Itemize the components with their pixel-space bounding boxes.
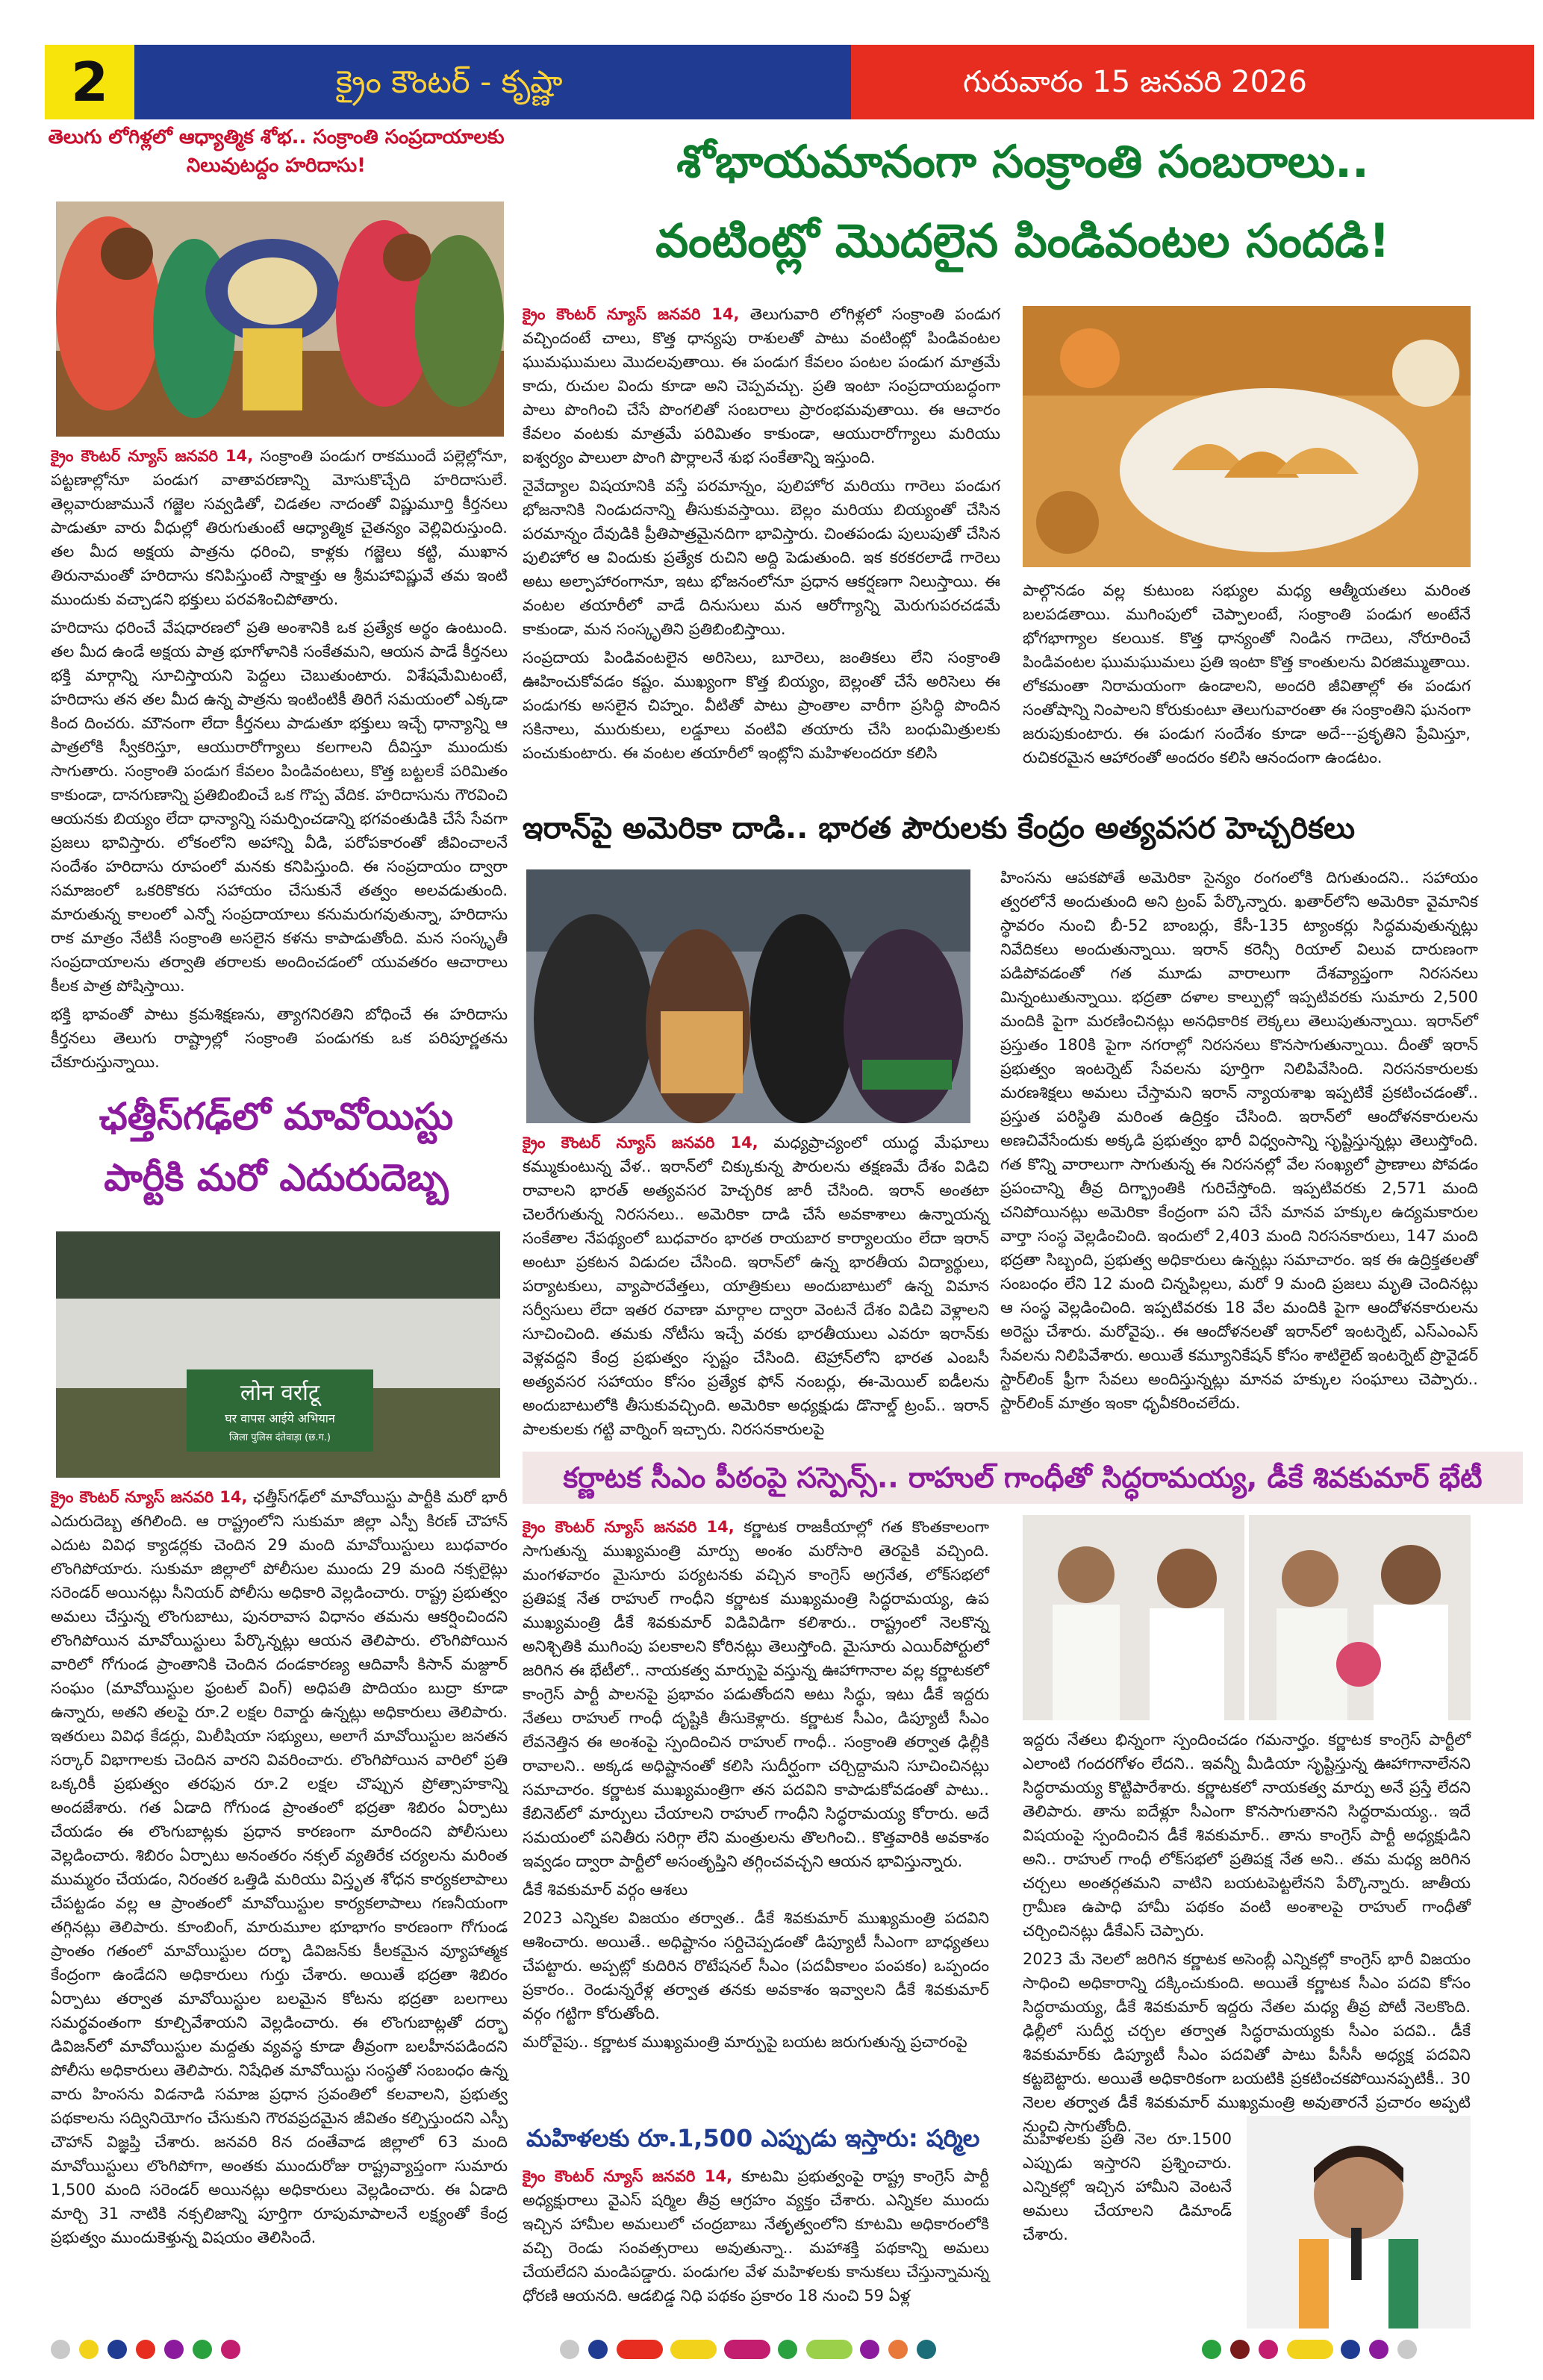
haridasu-para-2: హరిదాసు ధరించే వేషధారణలో ప్రతి అంశానికి ఒక ప్రత్యేక అర్థం ఉంటుంది. తల మీద ఉండే అక్షయ పాత్ర భూగోళానికి సంకేతమని, ఆయన పాడే కీర్తనలు భక్తి మార్గాన్ని సూచిస్తాయని పెద్దలు చెబుతుంటారు. విశేషమేమిటంటే, హరిదాసు తన తల మీద ఉన్న పాత్రను ఇంటింటికీ తిరిగే సమయంలో ఎక్కడా కింద దించరు. మౌనంగా లేదా కీర్తనలు పాడుతూ భక్తులు ఇచ్చే ధాన్యాన్ని ఆ పాత్రలోకి స్వీకరిస్తూ, ఆయురారోగ్యాలు కలగాలని దీవిస్తూ ముందుకు సాగుతారు. సంక్రాంతి పండుగ కేవలం పిండివంటలు, కొత్త బట్టలకే పరిమితం కాకుండా, దానగుణాన్ని ప్రతిబింబించే ఒక గొప్ప వేదిక. హరిదాసును గౌరవించి ఆయనకు బియ్యం లేదా ధాన్యాన్ని సమర్పించడాన్ని భగవంతుడికి చేసే సేవగా ప్రజలు భావిస్తారు. లోకంలోని అహాన్ని వీడి, పరోపకారంతో జీవించాలనే సందేశం హరిదాసు రూపంలో మనకు కనిపిస్తుంది. ఈ సంప్రదాయం ద్వారా సమాజంలో ఒకరికొకరు సహాయం చేసుకునే తత్వం అలవడుతుంది. మారుతున్న కాలంలో ఎన్నో సంప్రదాయాలు కనుమరుగవుతున్నా, హరిదాసు రాక మాత్రం నేటికీ సంక్రాంతి అసలైన కళను కాపాడుతోంది. మన సంస్కృతీ సంప్రదాయాలను తర్వాతి తరాలకు అందించడంలో యువతరం ఆచారాలు కీలక పాత్ర పోషిస్తాయి. <box>51 619 508 995</box>
banner-subtitle: घर वापस आईये अभियान <box>225 1411 335 1425</box>
sankranti-para-3: సంప్రదాయ పిండివంటలైన అరిసెలు, బూరెలు, జంతికలు లేని సంక్రాంతి ఊహించుకోవడం కష్టం. ముఖ్యంగా కొత్త బియ్యం, బెల్లంతో చేసే అరిసెలు ఈ పండుగకు అసలైన చిహ్నం. వీటితో పాటు ప్రాంతాల వారీగా ప్రసిద్ధి పొందిన సకినాలు, మురుకులు, లడ్డూలు వంటివి తయారు చేసి బంధుమిత్రులకు పంచుకుంటారు. ఈ వంటల తయారీలో ఇంట్లోని మహిళలందరూ కలిసి <box>523 649 1000 762</box>
footer-pill <box>806 2340 852 2359</box>
footer-dot <box>136 2340 155 2359</box>
footer-dot <box>1369 2340 1388 2359</box>
footer-dots-left <box>51 2340 349 2362</box>
karnataka-para-1: కర్ణాటక రాజకీయాల్లో గత కొంతకాలంగా సాగుతున్న ముఖ్యమంత్రి మార్పు అంశం మరోసారి తెరపైకి వచ్చింది. మంగళవారం మైసూరు పర్యటనకు వచ్చిన కాంగ్రెస్ అగ్రనేత, లోక్‌సభలో ప్రతిపక్ష నేత రాహుల్ గాంధీని కర్ణాటక ముఖ్యమంత్రి సిద్ధరామయ్య, ఉప ముఖ్యమంత్రి డీకే శివకుమార్ విడివిడిగా కలిశారు.. రాష్ట్రంలో నెలకొన్న అనిశ్చితికి ముగింపు పలకాలని కోరినట్లు తెలుస్తోంది. మైసూరు ఎయిర్‌పోర్టులో జరిగిన ఈ భేటీలో.. నాయకత్వ మార్పుపై వస్తున్న ఊహాగానాల వల్ల కర్ణాటకలో కాంగ్రెస్ పార్టీ పాలనపై ప్రభావం పడుతోందని అటు సిద్ధు, ఇటు డీకే ఇద్దరు నేతలు రాహుల్ గాంధీ దృష్టికి తీసుకెళ్లారు. కర్ణాటక సీఎం, డిప్యూటీ సీఎం లేవనెత్తిన ఈ అంశంపై స్పందించిన రాహుల్ గాంధీ.. సంక్రాంతి తర్వాత ఢిల్లీకి రావాలని.. అక్కడ అధిష్టానంతో కలిసి సుదీర్ఘంగా చర్చిద్దామని సూచించినట్లు సమాచారం. కర్ణాటక ముఖ్యమంత్రిగా తన పదవిని కాపాడుకోవడంతో పాటు.. కేబినెట్‌లో మార్పులు చేయాలని రాహుల్ గాంధీని సిద్ధరామయ్య కోరారు. అదే సమయంలో పనితీరు సరిగ్గా లేని మంత్రులను తొలగించి.. కొత్తవారికి అవకాశం ఇవ్వడం ద్వారా పార్టీలో అసంతృప్తిని తగ్గించవచ్చని ఆయన భావిస్తున్నారు. <box>523 1518 989 1870</box>
haridasu-article <box>51 444 508 1146</box>
footer-dot <box>1202 2340 1221 2359</box>
karnataka-para-3: 2023 ఎన్నికల విజయం తర్వాత.. డీకే శివకుమార్ ముఖ్యమంత్రి పదవిని ఆశించారు. అయితే.. అధిష్టానం సర్దిచెప్పడంతో డిప్యూటీ సీఎంగా బాధ్యతలు చేపట్టారు. అప్పట్లో కుదిరిన రొటేషనల్ సీఎం (పదవీకాలం పంపకం) ఒప్పందం ప్రకారం.. రెండున్నరేళ్ల తర్వాత తనకు అవకాశం ఇవ్వాలని డీకే శివకుమార్ వర్గం గట్టిగా కోరుతోంది. <box>523 1909 989 2023</box>
iran-protest-photo <box>526 869 970 1123</box>
sharmila-headline: మహిళలకు రూ.1,500 ఎప్పుడు ఇస్తారు: షర్మిల <box>526 2124 980 2152</box>
sankranti-para-2: నైవేద్యాల విషయానికి వస్తే పరమాన్నం, పులిహోర మరియు గారెలు పండుగ భోజనానికి నిండుదనాన్ని తీసుకువస్తాయి. బెల్లం మరియు బియ్యంతో చేసిన పరమాన్నం దేవుడికి ప్రీతిపాత్రమైనదిగా భావిస్తారు. చింతపండు పులుపుతో చేసిన పులిహోర ఆ విందుకు ప్రత్యేక రుచిని అద్ది పెడుతుంది. ఇక కరకరలాడే గారెలు అటు అల్పాహారంగానూ, ఇటు భోజనంలోనూ ప్రధాన ఆకర్షణగా నిలుస్తాయి. ఈ వంటల తయారీలో వాడే దినుసులు మన ఆరోగ్యాన్ని మెరుగుపరచడమే కాకుండా, మన సంస్కృతిని ప్రతిబింబిస్తాయి. <box>523 477 1000 638</box>
footer-dot <box>1230 2340 1250 2359</box>
sharmila-para-1: కూటమి ప్రభుత్వంపై రాష్ట్ర కాంగ్రెస్ పార్టీ అధ్యక్షురాలు వైఎస్ షర్మిల తీవ్ర ఆగ్రహం వ్యక్తం చేశారు. ఎన్నికల ముందు ఇచ్చిన హామీల అమలులో చంద్రబాబు నేతృత్వంలోని కూటమి అధికారంలోకి వచ్చి రెండు సంవత్సరాలు అవుతున్నా.. మహాశక్తి పథకాన్ని అమలు చేయలేదని మండిపడ్డారు. పండుగల వేళ మహిళలకు కానుకలు చేస్తున్నామన్న ధోరణి ఆయనది. ఆడబిడ్డ నిధి పథకం ప్రకారం 18 నుంచి 59 ఏళ్ల <box>523 2167 989 2305</box>
iran-article-cont <box>1000 866 1478 1444</box>
maoist-article <box>51 1485 508 2329</box>
footer-dot <box>79 2340 99 2359</box>
iran-para-2: హింసను ఆపకపోతే అమెరికా సైన్యం రంగంలోకి దిగుతుందని.. సహాయం త్వరలోనే అందుతుంది అని ట్రంప్ పేర్కొన్నారు. ఖతార్‌లోని అమెరికా వైమానిక స్థావరం నుంచి బీ-52 బాంబర్లు, కేసీ-135 ట్యాంకర్లు సిద్ధమవుతున్నట్లు నివేదికలు అందుతున్నాయి. ఇరాన్ కరెన్సీ రియాల్ విలువ దారుణంగా పడిపోవడంతో గత మూడు వారాలుగా దేశవ్యాప్తంగా నిరసనలు మిన్నంటుతున్నాయి. భద్రతా దళాల కాల్పుల్లో ఇప్పటివరకు సుమారు 2,500 మందికి పైగా మరణించినట్లు అనధికారిక లెక్కలు తెలుపుతున్నాయి. ఇరాన్‌లో ప్రస్తుతం 180కి పైగా నగరాల్లో నిరసనలు కొనసాగుతున్నాయి. దీంతో ఇరాన్ ప్రభుత్వం ఇంటర్నెట్ సేవలను పూర్తిగా నిలిపివేసింది. నిరసనకారులకు మరణశిక్షలు అమలు చేస్తామని ఇరాన్ న్యాయశాఖ ఇప్పటికే ప్రకటించడంతో.. ప్రస్తుత పరిస్థితి మరింత ఉద్రిక్తం చేసింది. ఇరాన్‌లో ఆందోళనకారులను అణచివేసేందుకు అక్కడి ప్రభుత్వం భారీ విధ్వంసాన్ని సృష్టిస్తున్నట్లు తెలుస్తోంది. గత కొన్ని వారాలుగా సాగుతున్న ఈ నిరసనల్లో వేల సంఖ్యలో ప్రాణాలు పోవడం ప్రపంచాన్ని తీవ్ర దిగ్భ్రాంతికి గురిచేస్తోంది. ఇప్పటివరకు 2,571 మంది చనిపోయినట్లు అమెరికా కేంద్రంగా పని చేసే మానవ హక్కుల ఉద్యమకారుల వార్తా సంస్థ వెల్లడించింది. ఇందులో 2,403 మంది నిరసనకారులు, 147 మంది భద్రతా సిబ్బంది, ప్రభుత్వ అధికారులు ఉన్నట్లు సమాచారం. ఇక ఈ ఉద్రిక్తతలతో సంబంధం లేని 12 మంది చిన్నపిల్లలు, మరో 9 మంది ప్రజలు మృతి చెందినట్లు ఆ సంస్థ వెల్లడించింది. ఇప్పటివరకు 18 వేల మందికి పైగా ఆందోళనకారులను అరెస్టు చేశారు. మరోవైపు.. ఈ ఆందోళనలతో ఇరాన్‌లో ఇంటర్నెట్, ఎస్ఎంఎస్ సేవలను నిలిపివేశారు. అయితే కమ్యూనికేషన్ కోసం శాటిలైట్ ఇంటర్నెట్ ప్రొవైడర్ స్టార్‌లింక్ ఫ్రీగా సేవలు అందిస్తున్నట్లు మానవ హక్కుల సంఘాలు చెప్పారు.. స్టార్‌లింక్ మాత్రం ఇంకా ధృవీకరించలేదు. <box>1000 869 1478 1412</box>
maoist-headline-line-1: ఛత్తీస్‌గఢ్‌లో మావోయిస్టు <box>99 1095 454 1138</box>
haridasu-para-3: భక్తి భావంతో పాటు క్రమశిక్షణను, త్యాగనిరతిని బోధించే ఈ హరిదాసు కీర్తనలు తెలుగు రాష్ట్రాల్లో సంక్రాంతి పండుగకు ఒక పరిపూర్ణతను చేకూరుస్తున్నాయి. <box>51 1005 508 1071</box>
sankranti-para-1: తెలుగువారి లోగిళ్లలో సంక్రాంతి పండుగ వచ్చిందంటే చాలు, కొత్త ధాన్యపు రాశులతో పాటు వంటింట్లో పిండివంటల ఘుమఘుమలు మొదలవుతాయి. ఈ పండుగ కేవలం పంటల పండుగ మాత్రమే కాదు, రుచుల విందు కూడా అని చెప్పవచ్చు. ప్రతి ఇంటా సంప్రదాయబద్ధంగా పాలు పొంగించి చేసే పొంగలితో సంబరాలు ప్రారంభమవుతాయి. ఈ ఆచారం కేవలం వంటకు మాత్రమే పరిమితం కాకుండా, ఆయురారోగ్యాలు మరియు ఐశ్వర్యం పాలులా పొంగి పొర్లాలనే శుభ సంకేతాన్ని ఇస్తుంది. <box>523 305 1000 466</box>
haridasu-photo <box>56 202 504 437</box>
footer-dot <box>917 2340 936 2359</box>
footer-dot <box>107 2340 127 2359</box>
iran-para-1: మధ్యప్రాచ్యంలో యుద్ధ మేఘాలు కమ్ముకుంటున్న వేళ.. ఇరాన్‌లో చిక్కుకున్న పౌరులను తక్షణమే దేశం విడిచి రావాలని భారత్ అత్యవసర హెచ్చరిక జారీ చేసింది. ఇరాన్ అంతటా చెలరేగుతున్న నిరసనలు.. అమెరికా దాడి చేసే అవకాశాలు ఉన్నాయన్న సంకేతాల నేపథ్యంలో బుధవారం భారత రాయబార కార్యాలయం లేదా ఇరాన్ అంటూ ప్రకటన విడుదల చేసింది. ఇరాన్‌లో ఉన్న భారతీయ విద్యార్థులు, పర్యాటకులు, వ్యాపారవేత్తలు, యాత్రికులు అందుబాటులో ఉన్న విమాన సర్వీసులు లేదా ఇతర రవాణా మార్గాల ద్వారా వెంటనే దేశం విడిచి వెళ్లాలని సూచించింది. తమకు నోటీసు ఇచ్చే వరకు భారతీయులు ఎవరూ ఇరాన్‌కు వెళ్లవద్దని కేంద్ర ప్రభుత్వం స్పష్టం చేసింది. టెహ్రాన్‌లోని భారత ఎంబసీ అత్యవసర సహాయం కోసం ప్రత్యేక ఫోన్ నంబర్లు, ఈ-మెయిల్ ఐడీలను అందుబాటులోకి తీసుకువచ్చింది. అమెరికా అధ్యక్షుడు డొనాల్డ్ ట్రంప్.. ఇరాన్ పాలకులకు గట్టి వార్నింగ్ ఇచ్చారు. నిరసనకారులపై <box>523 1134 989 1438</box>
maoist-headline <box>45 1086 508 1213</box>
footer-dots-center <box>560 2340 1082 2362</box>
karnataka-dateline: క్రైం కౌంటర్ న్యూస్ జనవరి 14, <box>523 1518 735 1536</box>
footer-dot <box>193 2340 212 2359</box>
page-number: 2 <box>45 45 134 119</box>
sankranti-dateline: క్రైం కౌంటర్ న్యూస్ జనవరి 14, <box>523 305 740 323</box>
footer-dot <box>164 2340 184 2359</box>
footer-dot <box>860 2340 879 2359</box>
haridasu-para-1: సంక్రాంతి పండుగ రాకముందే పల్లెల్లోనూ, పట్టణాల్లోనూ పండుగ వాతావరణాన్ని మోసుకొచ్చేది హరిదాసులే. తెల్లవారుజామునే గజ్జెల సవ్వడితో, చిడతల నాదంతో విష్ణుమూర్తి కీర్తనలు పాడుతూ వారు వీధుల్లో తిరుగుతుంటే ఆధ్యాత్మిక చైతన్యం వెల్లివిరుస్తుంది. తల మీద అక్షయ పాత్రను ధరించి, కాళ్లకు గజ్జెలు కట్టి, ముఖాన తిరునామంతో హరిదాసు కనిపిస్తుంటే సాక్షాత్తు ఆ శ్రీమహావిష్ణువే తమ ఇంటి ముందుకు వచ్చాడని భక్తులు పరవశించిపోతారు. <box>51 447 508 608</box>
footer-dot <box>888 2340 908 2359</box>
footer-pill <box>670 2340 717 2359</box>
masthead <box>45 45 1534 119</box>
footer-dot <box>51 2340 70 2359</box>
maoist-dateline: క్రైం కౌంటర్ న్యూస్ జనవరి 14, <box>51 1488 248 1506</box>
karnataka-headline: కర్ణాటక సీఎం పీఠంపై సస్పెన్స్.. రాహుల్ గాంధీతో సిద్ధరామయ్య, డీకే శివకుమార్ భేటీ <box>523 1452 1523 1504</box>
sharmila-photo <box>1247 2116 1471 2329</box>
sankranti-headline-line-1: శోభాయమానంగా సంక్రాంతి సంబరాలు.. <box>676 136 1369 188</box>
issue-date: గురువారం 15 జనవరి 2026 <box>851 45 1534 119</box>
banner-title: लोन वर्राटू <box>240 1380 320 1406</box>
karnataka-para-4: మరోవైపు.. కర్ణాటక ముఖ్యమంత్రి మార్పుపై బయట జరుగుతున్న ప్రచారంపై <box>523 2033 967 2051</box>
karnataka-para-2: డీకే శివకుమార్ వర్గం ఆశలు <box>523 1881 688 1899</box>
footer-dot <box>588 2340 608 2359</box>
maoist-para-1: ఛత్తీస్‌గఢ్‌లో మావోయిస్టు పార్టీకి మరో భారీ ఎదురుదెబ్బ తగిలింది. ఆ రాష్ట్రంలోని సుకుమా జిల్లా ఎస్పీ కిరణ్ చౌహాన్ ఎదుట వివిధ క్యాడర్లకు చెందిన 29 మంది మావోయిస్టులు బుధవారం లొంగిపోయారు. సుకుమా జిల్లాలో పోలీసుల ముందు 29 మంది నక్సలైట్లు సరెండర్ అయినట్లు సీనియర్ పోలీసు అధికారి వెల్లడించారు. రాష్ట్ర ప్రభుత్వం అమలు చేస్తున్న లొంగుబాటు, పునరావాస విధానం తమను ఆకర్షించిందని లొంగిపోయిన మావోయిస్టులు పేర్కొన్నట్లు ఆయన తెలిపారు. లొంగిపోయిన వారిలో గోగుండ ప్రాంతానికి చెందిన దండకారణ్య ఆదివాసీ కిసాన్ మజ్దూర్ సంఘం (మావోయిస్టుల ఫ్రంటల్ వింగ్) అధిపతి పొదియం బుద్రా కూడా ఉన్నారు, అతని తలపై రూ.2 లక్షల రివార్డు ఉన్నట్లు అధికారులు తెలిపారు. ఇతరులు వివిధ కేడర్లు, మిలీషియా సభ్యులు, అలాగే మావోయిస్టుల జనతన సర్కార్ విభాగాలకు చెందిన వారని వివరించారు. లొంగిపోయిన వారిలో ప్రతి ఒక్కరికీ ప్రభుత్వం తరఫున రూ.2 లక్షల చొప్పున ప్రోత్సాహకాన్ని అందజేశారు. గత ఏడాది గోగుండ ప్రాంతంలో భద్రతా శిబిరం ఏర్పాటు చేయడం ఈ లొంగుబాట్లకు ప్రధాన కారణంగా మారిందని పోలీసులు వెల్లడించారు. శిబిరం ఏర్పాటు అనంతరం నక్సల్ వ్యతిరేక చర్యలను మరింత ముమ్మరం చేయడం, నిరంతర ఒత్తిడి మరియు విస్తృత శోధన కార్యకలాపాలు చేపట్టడం వల్ల ఆ ప్రాంతంలో మావోయిస్టుల కార్యకలాపాలు గణనీయంగా తగ్గినట్లు తెలిపారు. కూంబింగ్, మారుమూల భూభాగం కారణంగా గోగుండ ప్రాంతం గతంలో మావోయిస్టుల దర్భా డివిజన్‌కు కీలకమైన వ్యూహాత్మక కేంద్రంగా ఉండేదని అధికారులు గుర్తు చేశారు. అయితే భద్రతా శిబిరం ఏర్పాటు తర్వాత మావోయిస్టుల బలమైన కోటను భద్రతా బలగాలు సమర్థవంతంగా కూల్చివేశాయని వెల్లడించారు. ఈ లొంగుబాట్లతో దర్భా డివిజన్‌లో మావోయిస్టుల మద్దతు వ్యవస్థ కూడా తీవ్రంగా బలహీనపడిందని పోలీసు అధికారులు తెలిపారు. నిషేధిత మావోయిస్టు సంస్థతో సంబంధం ఉన్న వారు హింసను విడనాడి సమాజ ప్రధాన స్రవంతిలో కలవాలని, ప్రభుత్వ పథకాలను సద్వినియోగం చేసుకుని గౌరవప్రదమైన జీవితం కల్పిస్తుందని ఎస్పీ చౌహాన్ విజ్ఞప్తి చేశారు. జనవరి 8న దంతేవాడ జిల్లాలో 63 మంది మావోయిస్టులు లొంగిపోగా, అంతకు ముందురోజు రాష్ట్రవ్యాప్తంగా సుమారు 1,500 మంది సరెండర్ అయినట్లు అధికారులు వెల్లడించారు. ఈ ఏడాది మార్చి 31 నాటికి నక్సలిజాన్ని పూర్తిగా రూపుమాపాలనే లక్ష్యంతో కేంద్ర ప్రభుత్వం ముందుకెళ్తున్న విషయం తెలిసిందే. <box>51 1488 508 2246</box>
footer-pill <box>1287 2340 1333 2359</box>
haridasu-dateline: క్రైం కౌంటర్ న్యూస్ జనవరి 14, <box>51 447 254 465</box>
footer-dot <box>1341 2340 1360 2359</box>
sankranti-article <box>523 302 1000 791</box>
footer-dot <box>221 2340 240 2359</box>
section-title: క్రైం కౌంటర్ - కృష్ణా <box>134 45 851 119</box>
sweets-photo <box>1023 306 1471 567</box>
sharmila-article-cont <box>1023 2127 1232 2329</box>
footer-dot <box>1259 2340 1278 2359</box>
sharmila-para-2: మహిళలకు ప్రతి నెల రూ.1500 ఎప్పుడు ఇస్తారని ప్రశ్నించారు. ఎన్నికల్లో ఇచ్చిన హామీని వెంటనే అమలు చేయాలని డిమాండ్ చేశారు. <box>1023 2130 1232 2243</box>
karnataka-para-5: ఇద్దరు నేతలు భిన్నంగా స్పందించడం గమనార్హం. కర్ణాటక కాంగ్రెస్ పార్టీలో ఎలాంటి గందరగోళం లేదని.. ఇవన్నీ మీడియా సృష్టిస్తున్న ఊహాగానాలేనని సిద్ధరామయ్య కొట్టిపారేశారు. కర్ణాటకలో నాయకత్వ మార్పు అనే ప్రస్తే లేదని తెలిపారు. తాను ఐదేళ్లూ సీఎంగా కొనసాగుతానని సిద్ధరామయ్య.. ఇదే విషయంపై స్పందించిన డీకే శివకుమార్.. తాను కాంగ్రెస్ పార్టీ అధ్యక్షుడిని అని.. రాహుల్ గాంధీ లోక్‌సభలో ప్రతిపక్ష నేత అని.. తమ మధ్య జరిగిన చర్చలు అంతర్గతమని వాటిని బయటపెట్టలేనని పేర్కొన్నారు. జాతీయ గ్రామీణ ఉపాధి హామీ పథకం వంటి అంశాలపై రాహుల్ గాంధీతో చర్చించినట్లు డీకేఎస్ చెప్పారు. <box>1023 1731 1471 1940</box>
karnataka-leaders-photo <box>1023 1515 1471 1720</box>
sankranti-headline-line-2: వంటింట్లో మొదలైన పిండివంటల సందడి! <box>655 213 1390 268</box>
footer-dot <box>1397 2340 1417 2359</box>
footer-pill <box>724 2340 770 2359</box>
sankranti-article-cont <box>1023 578 1471 795</box>
iran-headline: ఇరాన్‌పై అమెరికా దాడి.. భారత పౌరులకు కేంద్రం అత్యవసర హెచ్చరికలు <box>523 811 1356 846</box>
iran-dateline: క్రైం కౌంటర్ న్యూస్ జనవరి 14, <box>523 1134 758 1152</box>
karnataka-article-cont <box>1023 1728 1471 2135</box>
footer-dot <box>560 2340 579 2359</box>
footer-dots-right <box>1202 2340 1515 2362</box>
iran-article <box>523 1131 989 1444</box>
sharmila-article <box>523 2164 989 2329</box>
karnataka-article <box>523 1515 989 2120</box>
maoist-headline-line-2: పార్టీకి మరో ఎదురుదెబ్బ <box>104 1156 449 1199</box>
sharmila-dateline: క్రైం కౌంటర్ న్యూస్ జనవరి 14, <box>523 2167 733 2185</box>
banner-district: जिला पुलिस दंतेवाड़ा (छ.ग.) <box>228 1432 331 1443</box>
haridasu-kicker: తెలుగు లోగిళ్లలో ఆధ్యాత్మిక శోభ.. సంక్రాంతి సంప్రదాయాలకు నిలువుటద్దం హరిదాసు! <box>48 126 505 177</box>
sankranti-para-4: పాల్గొనడం వల్ల కుటుంబ సభ్యుల మధ్య ఆత్మీయతలు మరింత బలపడతాయి. ముగింపులో చెప్పాలంటే, సంక్రాంతి పండుగ అంటేనే భోగభాగ్యాల కలయిక. కొత్త ధాన్యంతో నిండిన గాదెలు, నోరూరించే పిండివంటల ఘుమఘుమలు ప్రతి ఇంటా కొత్త కాంతులను విరజిమ్ముతాయి. లోకమంతా నిరామయంగా ఉండాలని, అందరి జీవితాల్లో ఈ పండుగ సంతోషాన్ని నింపాలని కోరుకుంటూ తెలుగువారంతా ఈ సంక్రాంతిని ఘనంగా జరుపుకుంటారు. ఈ పండుగ సందేశం కూడా అదే---ప్రకృతిని ప్రేమిస్తూ, రుచికరమైన ఆహారంతో అందరం కలిసి ఆనందంగా ఉండటం. <box>1023 581 1471 766</box>
footer-pill <box>617 2340 663 2359</box>
karnataka-para-6: 2023 మే నెలలో జరిగిన కర్ణాటక అసెంబ్లీ ఎన్నికల్లో కాంగ్రెస్ భారీ విజయం సాధించి అధికారాన్ని దక్కించుకుంది. అయితే కర్ణాటక సీఎం పదవి కోసం సిద్ధరామయ్య, డీకే శివకుమార్ ఇద్దరు నేతల మధ్య తీవ్ర పోటీ నెలకొంది. ఢిల్లీలో సుదీర్ఘ చర్చల తర్వాత సిద్ధరామయ్యకు సీఎం పదవి.. డీకే శివకుమార్‌కు డిప్యూటీ సీఎం పదవితో పాటు పీసీసీ అధ్యక్ష పదవిని కట్టబెట్టారు. అయితే అధికారికంగా బయటికి ప్రకటించకపోయినప్పటికీ.. 30 నెలల తర్వాత డీకే శివకుమార్ ముఖ్యమంత్రి అవుతారనే ప్రచారం అప్పటి నుంచి సాగుతోంది. <box>1023 1950 1471 2135</box>
footer-dot <box>778 2340 797 2359</box>
maoist-photo <box>56 1231 500 1478</box>
